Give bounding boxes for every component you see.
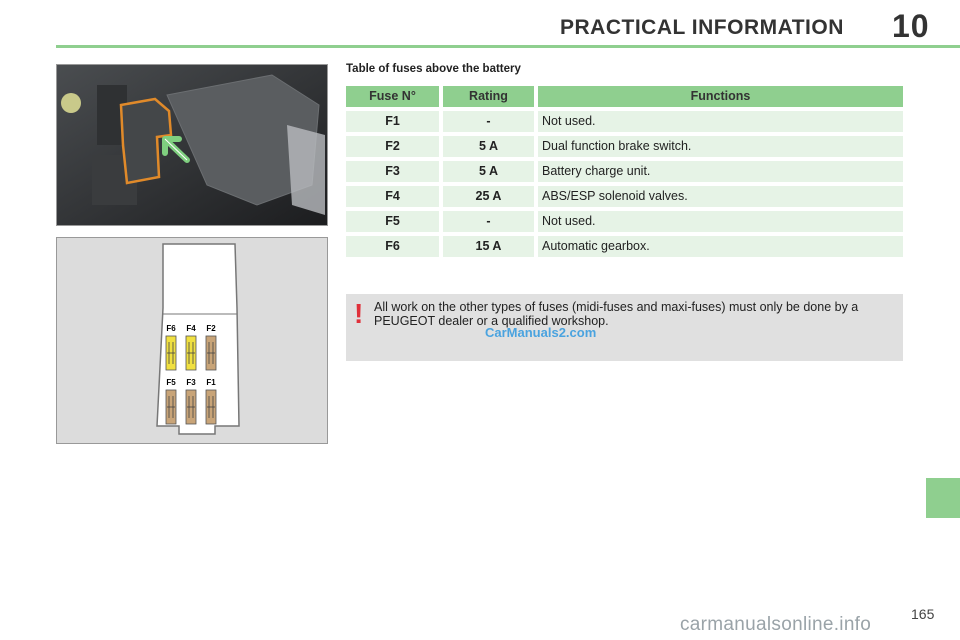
watermark-link[interactable]: CarManuals2.com (485, 325, 597, 340)
function-cell: Automatic gearbox. (538, 236, 903, 257)
fuse-label-f2: F2 (206, 324, 216, 333)
column-header-fuse: Fuse N° (346, 86, 439, 107)
fuse-box-diagram (56, 237, 328, 444)
fuse-f3 (186, 390, 196, 424)
table-row (346, 236, 903, 257)
fuse-f4 (186, 336, 196, 370)
page-number: 165 (911, 606, 935, 622)
function-cell: Not used. (538, 111, 903, 132)
table-row (346, 136, 903, 157)
table-row (346, 111, 903, 132)
fuse-label-f6: F6 (166, 324, 176, 333)
engine-bay-photo (56, 64, 328, 226)
fuse-cell: F2 (346, 136, 439, 157)
function-cell: ABS/ESP solenoid valves. (538, 186, 903, 207)
header-rule (56, 45, 960, 48)
rating-cell: - (443, 211, 534, 232)
column-header-rating: Rating (443, 86, 534, 107)
fuse-f6 (166, 336, 176, 370)
footer-watermark: carmanualsonline.info (680, 614, 872, 635)
rating-cell: 5 A (443, 161, 534, 182)
table-row (346, 211, 903, 232)
fuse-cell: F6 (346, 236, 439, 257)
fuse-cell: F4 (346, 186, 439, 207)
rating-cell: - (443, 111, 534, 132)
fuse-label-f3: F3 (186, 378, 196, 387)
chapter-side-tab (926, 478, 960, 518)
fuse-cell: F1 (346, 111, 439, 132)
fuse-label-f1: F1 (206, 378, 216, 387)
function-cell: Not used. (538, 211, 903, 232)
header-title: PRACTICAL INFORMATION (560, 16, 844, 39)
column-header-functions: Functions (538, 86, 903, 107)
rating-cell: 15 A (443, 236, 534, 257)
table-row (346, 161, 903, 182)
fuse-label-f4: F4 (186, 324, 196, 333)
warning-icon: ! (354, 298, 364, 329)
function-cell: Battery charge unit. (538, 161, 903, 182)
fuse-f2 (206, 336, 216, 370)
fuse-cell: F5 (346, 211, 439, 232)
warning-box (346, 294, 903, 361)
rating-cell: 5 A (443, 136, 534, 157)
rating-cell: 25 A (443, 186, 534, 207)
fuse-f1 (206, 390, 216, 424)
chapter-number: 10 (892, 8, 930, 44)
fuse-cell: F3 (346, 161, 439, 182)
table-row (346, 186, 903, 207)
fuse-f5 (166, 390, 176, 424)
table-caption: Table of fuses above the battery (346, 63, 521, 75)
fuse-label-f5: F5 (166, 378, 176, 387)
warning-text: All work on the other types of fuses (midi-fuses and maxi-fuses) must only be done by a PEUGEOT dealer or a qualified workshop. (374, 300, 859, 328)
fuse-table (346, 86, 903, 261)
function-cell: Dual function brake switch. (538, 136, 903, 157)
table-header-row (346, 86, 903, 107)
